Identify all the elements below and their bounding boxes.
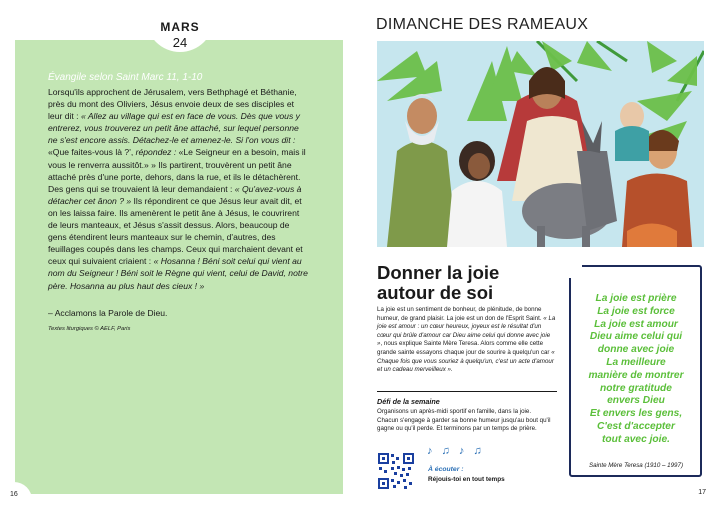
quote-line: manière de montrer xyxy=(588,369,684,381)
gospel-paragraph xyxy=(48,86,310,292)
gospel-text xyxy=(48,86,310,292)
quote-line: La joie est force xyxy=(597,305,675,317)
gospel-segment: «Que faites-vous là ?', xyxy=(48,147,136,158)
closing-line: – Acclamons la Parole de Dieu. xyxy=(48,308,168,318)
quote-line: tout avec joie. xyxy=(602,433,670,445)
challenge-title: Défi de la semaine xyxy=(377,397,440,406)
body-segment: « La joie est amour : un cœur heureux, joyeux est le résultat d'un cœur qui brûle d'amour car Dieu aime celui qui donne avec joie » xyxy=(377,314,556,348)
gospel-segment: «Le Seigneur en a besoin, mais il vous le renverra aussitôt.» » Ils partirent, trouvèrent un petit âne attaché près d'une porte, dehors, dans la rue, et ils le détachèrent. Des gens qui se trouvaient là leur demandaient : xyxy=(48,147,306,194)
body-segment: « Chaque fois que vous souriez à quelqu'un, c'est un acte d'amour et un cadeau merveilleux ». xyxy=(377,348,555,374)
gospel-segment: « Allez au village qui est en face de vous. Dès que vous y entrerez, vous trouverez un petit âne attaché, sur lequel personne ne s'est encore assis. Détachez-le et amenez-le. Si l'on vous dit : xyxy=(48,111,300,146)
sunday-title: DIMANCHE DES RAMEAUX xyxy=(376,16,589,33)
page-number-left: 16 xyxy=(0,482,32,510)
gospel-segment: « Qu'avez-vous à détacher cet ânon ? » xyxy=(48,183,302,206)
gospel-segment: Ils répondirent ce que Jésus leur avait dit, et on les laissa faire. Ils amenèrent le petit âne à Jésus, le couvrirent de leurs manteaux, et Jésus s'assit dessus. Alors, beaucoup de gens étendirent leurs manteaux sur le chemin, d'autres, des feuillages coupés dans les champs. Ceux qui marchaient devant et ceux qui suivaient criaient : xyxy=(48,195,303,267)
gospel-segment: Lorsqu'ils approchent de Jérusalem, vers Bethphagé et Béthanie, près du mont des Oliviers, Jésus envoie deux de ses disciples et leur dit : xyxy=(48,87,297,122)
illustration-drawing xyxy=(377,41,704,247)
listen-label: À écouter : xyxy=(428,466,464,473)
quote-line: La meilleure xyxy=(606,356,666,368)
quote-line: C'est d'accepter xyxy=(597,420,675,432)
gospel-segment: « Hosanna ! Béni soit celui qui vient au nom du Seigneur ! Béni soit le Règne qui vient, celui de David, notre père. Hosanna au plus haut des cieux ! » xyxy=(48,256,308,291)
quote-line: La joie est amour xyxy=(594,318,678,330)
quote-line: notre gratitude xyxy=(600,382,672,394)
quote-text xyxy=(577,293,695,447)
quote-line: donne avec joie xyxy=(597,344,675,356)
music-notes-icon: ♪ ♫ ♪ ♫ xyxy=(427,445,485,457)
page-number-right: 17 xyxy=(698,489,706,496)
body-segment: , nous explique Sainte Mère Teresa. Alors comme elle cette grande sainte essayons chaque jour de sourire à quelqu'un car xyxy=(377,340,552,356)
challenge-text: Organisons un après-midi sportif en famille, dans la joie. Chacun s'engage à garder sa bonne humeur jusqu'au bout qu'il gagne ou qu'il perde. Et terminons par un temps de prière. xyxy=(377,408,551,433)
quote-line: Et envers les gens, xyxy=(589,408,683,420)
gospel-reference: Évangile selon Saint Marc 11, 1-10 xyxy=(48,72,203,83)
palm-sunday-illustration xyxy=(377,41,704,247)
body-text xyxy=(377,306,557,375)
section-divider xyxy=(377,391,557,392)
qr-code-drawing xyxy=(377,452,415,490)
quote-box xyxy=(569,265,702,477)
quote-line: envers Dieu xyxy=(607,395,665,407)
quote-line: Dieu aime celui qui xyxy=(589,331,683,343)
quote-box-corner xyxy=(568,264,582,278)
listen-song[interactable]: Réjouis-toi en tout temps xyxy=(428,476,505,483)
right-page xyxy=(360,0,720,511)
main-title: Donner la joie autour de soi xyxy=(377,262,500,303)
credits: Textes liturgiques © AELF, Paris xyxy=(48,326,131,332)
date-badge xyxy=(146,18,214,52)
quote-line: La joie est prière xyxy=(595,293,677,304)
date-day: 24 xyxy=(172,35,188,50)
quote-author: Sainte Mère Teresa (1910 – 1997) xyxy=(588,462,684,469)
body-segment: La joie est un sentiment de bonheur, de plénitude, de bonne humeur, de grand plaisir. La joie est un don de l'Esprit Saint. xyxy=(377,306,544,322)
gospel-segment: répondez : xyxy=(135,147,179,158)
qr-code-icon[interactable] xyxy=(377,452,415,490)
date-month: MARS xyxy=(160,20,200,34)
